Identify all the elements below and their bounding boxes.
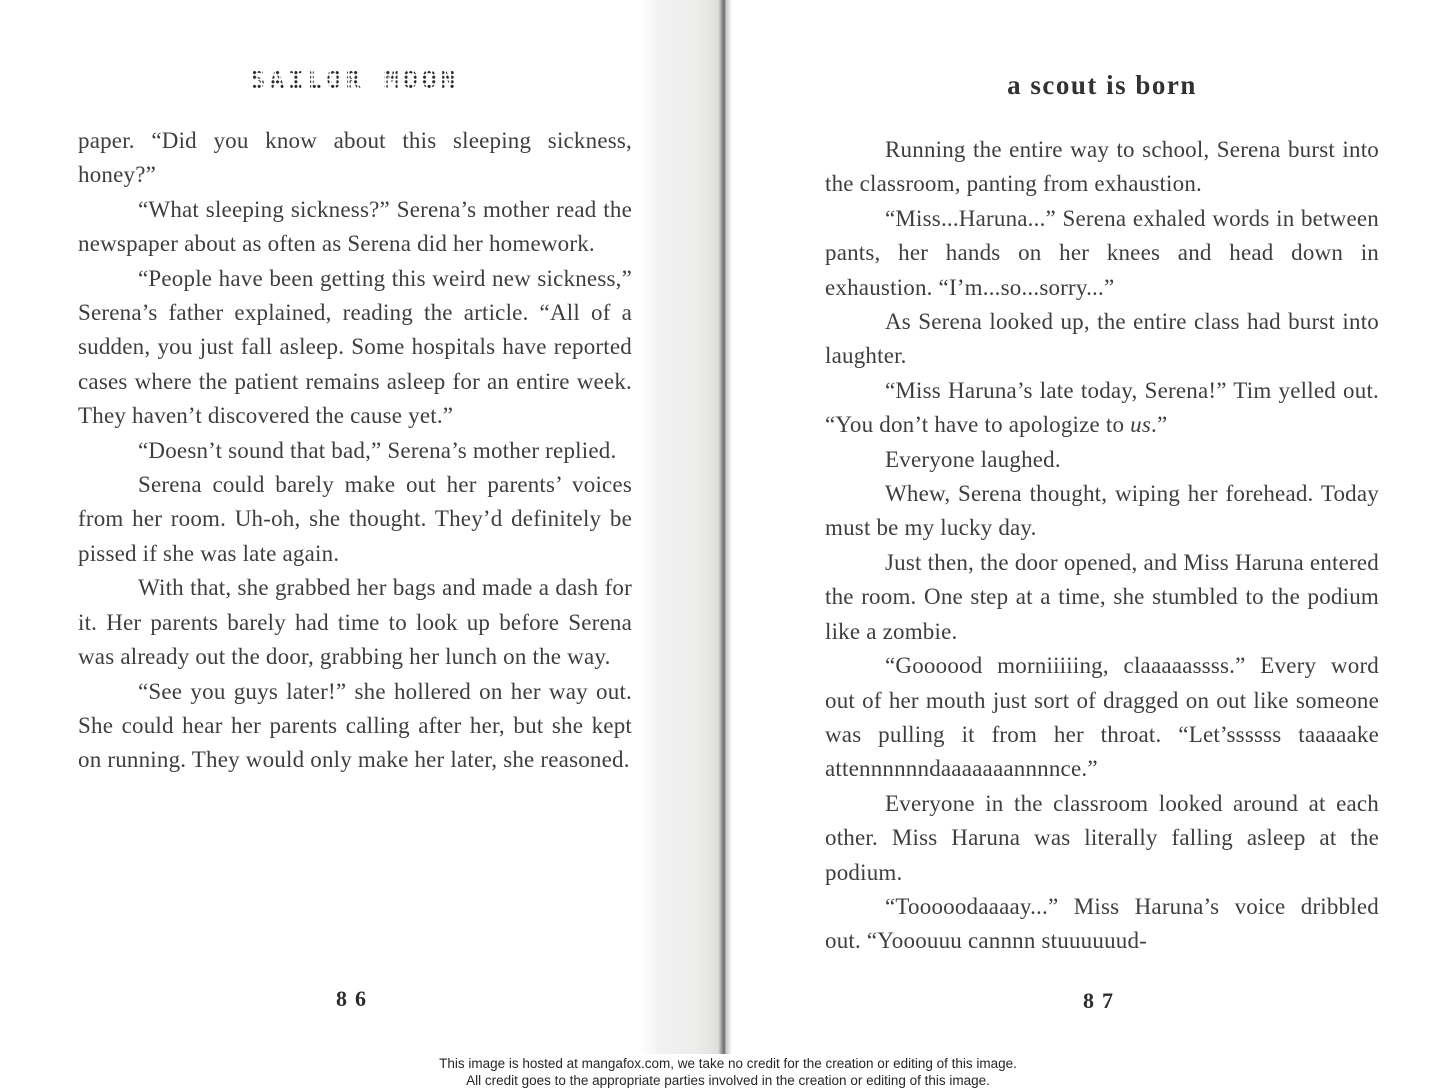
left-page-body	[78, 124, 632, 778]
italic-text: us	[1130, 412, 1152, 438]
paragraph	[825, 890, 1379, 959]
paragraph	[825, 202, 1379, 305]
text-segment: Everyone laughed.	[885, 446, 1061, 472]
paragraph	[78, 193, 632, 262]
right-page	[825, 70, 1379, 959]
watermark-line1: This image is hosted at mangafox.com, we take no credit for the creation or editing of this image.	[439, 1056, 1017, 1071]
text-segment: “Doesn’t sound that bad,” Serena’s mother replied.	[138, 437, 617, 463]
text-segment: .”	[1151, 412, 1168, 438]
text-segment: “What sleeping sickness?” Serena’s mother read the newspaper about as often as Serena did her homework.	[78, 196, 632, 257]
watermark-footer	[0, 1055, 1456, 1089]
text-segment: “Miss Haruna’s late today, Serena!” Tim yelled out. “You don’t have to apologize to	[825, 377, 1379, 438]
paragraph	[825, 305, 1379, 374]
text-segment: Everyone in the classroom looked around at each other. Miss Haruna was literally falling asleep at the podium.	[825, 790, 1379, 885]
paragraph	[78, 124, 632, 193]
text-segment: As Serena looked up, the entire class had burst into laughter.	[825, 309, 1379, 369]
book-spine-gutter	[640, 0, 732, 1054]
paragraph	[825, 649, 1379, 787]
text-segment: “People have been getting this weird new sickness,” Serena’s father explained, reading the article. “All of a sudden, you just fall asleep. Some hospitals have reported cases where the patient remains asleep for an entire week. They haven’t discovered the cause yet.”	[78, 265, 632, 429]
paragraph	[825, 133, 1379, 202]
text-segment: paper. “Did you know about this sleeping sickness, honey?”	[78, 128, 632, 188]
paragraph	[78, 468, 632, 571]
text-segment: “Tooooodaaaay...” Miss Haruna’s voice dribbled out. “Yooouuu cannnn stuuuuuud-	[825, 893, 1379, 954]
paragraph	[78, 262, 632, 434]
paragraph	[78, 675, 632, 778]
text-segment: “See you guys later!” she hollered on her way out. She could hear her parents calling after her, but she kept on running. They would only make her later, she reasoned.	[78, 678, 632, 773]
paragraph	[825, 374, 1379, 443]
paragraph	[78, 571, 632, 674]
left-page	[78, 66, 632, 778]
text-segment: With that, she grabbed her bags and made a dash for it. Her parents barely had time to look up before Serena was already out the door, grabbing her lunch on the way.	[78, 575, 632, 670]
text-segment: Running the entire way to school, Serena burst into the classroom, panting from exhaustion.	[825, 137, 1379, 197]
left-page-number: 86	[336, 986, 374, 1011]
chapter-title: a scout is born	[1007, 70, 1197, 100]
text-segment: Whew, Serena thought, wiping her forehead. Today must be my lucky day.	[825, 481, 1379, 541]
paragraph	[78, 434, 632, 468]
right-page-body	[825, 133, 1379, 959]
sailor-moon-logo: SAILOR MOON	[78, 66, 632, 94]
text-segment: “Goooood morniiiiing, claaaaassss.” Every word out of her mouth just sort of dragged on out like someone was pulling it from her throat. “Let’ssssss taaaaake attennnnnndaaaaaaannnnce.”	[825, 653, 1379, 782]
paragraph	[825, 787, 1379, 890]
paragraph	[825, 477, 1379, 546]
paragraph	[825, 443, 1379, 477]
text-segment: Serena could barely make out her parents’ voices from her room. Uh-oh, she thought. They’d definitely be pissed if she was late again.	[78, 472, 632, 566]
paragraph	[825, 546, 1379, 649]
right-page-number: 87	[1083, 988, 1121, 1013]
text-segment: Just then, the door opened, and Miss Haruna entered the room. One step at a time, she stumbled to the podium like a zombie.	[825, 549, 1379, 644]
watermark-line2: All credit goes to the appropriate parties involved in the creation or editing of this image.	[466, 1073, 990, 1088]
text-segment: “Miss...Haruna...” Serena exhaled words in between pants, her hands on her knees and head down in exhaustion. “I’m...so...sorry...”	[825, 205, 1379, 300]
